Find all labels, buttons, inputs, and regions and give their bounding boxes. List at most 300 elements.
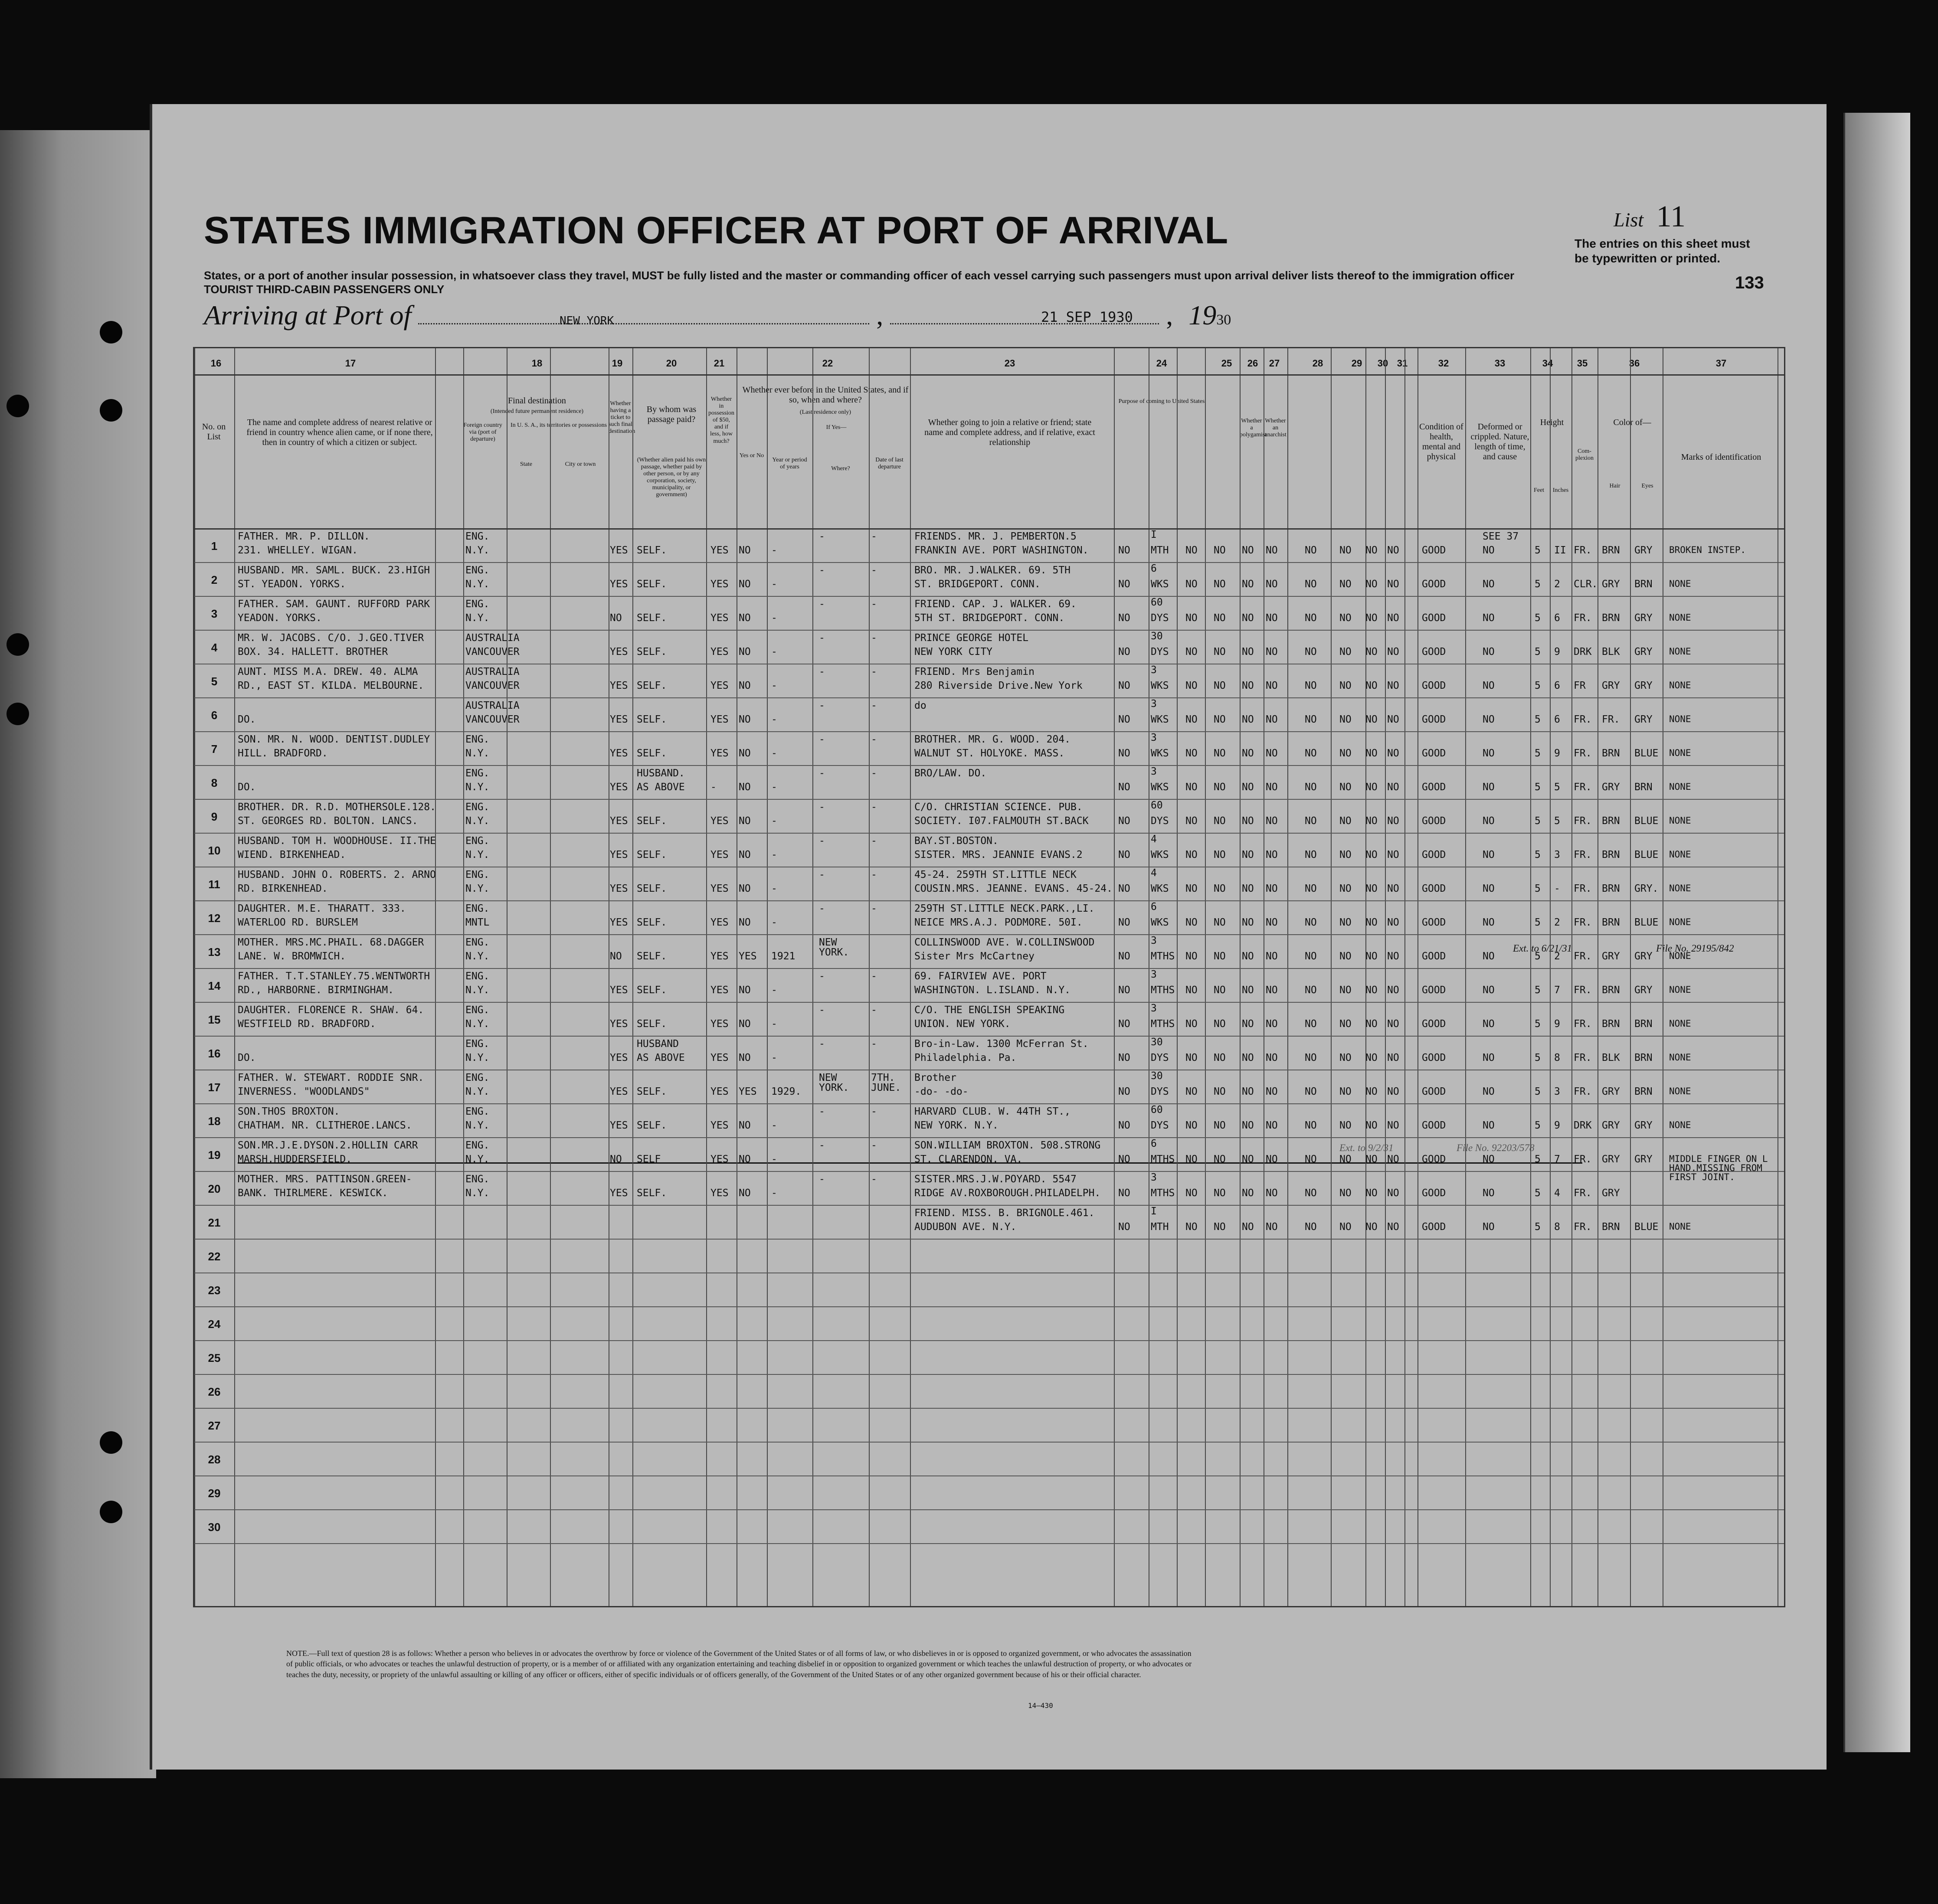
destination-port: VANCOUVER: [465, 680, 520, 691]
deformed-value: NO: [1483, 1018, 1495, 1030]
complexion-value: FR.: [1574, 917, 1592, 928]
where-value: NEW YORK.: [819, 1072, 849, 1093]
destination-port: N.Y.: [465, 1086, 490, 1097]
purpose-value: NO: [1185, 782, 1198, 793]
hair-color: BRN: [1602, 849, 1620, 860]
deformed-note: SEE 37: [1483, 531, 1519, 542]
question-q26-value: NO: [1242, 1052, 1254, 1063]
money-value: YES: [710, 545, 729, 556]
money-value: YES: [710, 883, 729, 894]
col-num-32: 32: [1438, 358, 1449, 369]
joining-line: NEW YORK CITY: [914, 646, 993, 658]
grid-vline: [194, 348, 195, 1606]
header-foreign-country: Foreign country via (port of departure): [463, 422, 502, 443]
question-q28-value: NO: [1305, 1086, 1317, 1097]
question-q25-value: NO: [1214, 1221, 1226, 1233]
height-inches: 9: [1554, 646, 1560, 658]
ticket-value: YES: [610, 782, 628, 793]
row-number: 1: [211, 540, 218, 553]
joining-line: 69. FAIRVIEW AVE. PORT: [914, 971, 1047, 982]
where-value: -: [819, 565, 825, 576]
grid-hline: [194, 934, 1784, 935]
question-q29-value: NO: [1339, 951, 1352, 962]
question-q26-value: NO: [1242, 748, 1254, 759]
header-inches: Inches: [1552, 487, 1569, 494]
complexion-value: FR.: [1574, 1018, 1592, 1030]
hair-color: BRN: [1602, 545, 1620, 556]
passage-paid-value: SELF.: [637, 748, 667, 759]
period-value: 1929.: [771, 1086, 802, 1097]
relative-line: 231. WHELLEY. WIGAN.: [238, 545, 358, 556]
question-q29-value: NO: [1339, 985, 1352, 996]
destination-country: AUSTRALIA: [465, 700, 520, 711]
joining-line: BAY.ST.BOSTON.: [914, 835, 998, 847]
ticket-value: YES: [610, 917, 628, 928]
question-q29-value: NO: [1339, 815, 1352, 827]
passage-paid-value: HUSBAND.: [637, 768, 685, 779]
relative-line: HILL. BRADFORD.: [238, 748, 328, 759]
question-q25-value: NO: [1214, 579, 1226, 590]
eye-color: BRN: [1634, 782, 1653, 793]
ever-before-value: NO: [739, 815, 751, 827]
passage-paid-value: SELF.: [637, 1086, 667, 1097]
row-number: 20: [208, 1182, 221, 1195]
hair-color: GRY: [1602, 680, 1620, 691]
height-inches: 5: [1554, 782, 1560, 793]
grid-hline: [194, 1306, 1784, 1307]
question-q27-value: NO: [1266, 748, 1278, 759]
question-q30-value: NO: [1365, 714, 1378, 725]
grid-vline: [910, 348, 911, 1606]
question-q26-value: NO: [1242, 1086, 1254, 1097]
ticket-value: YES: [610, 883, 628, 894]
eye-color: GRY.: [1634, 883, 1659, 894]
question-q28-value: NO: [1305, 612, 1317, 624]
purpose-value: NO: [1118, 849, 1130, 860]
stay-length-value: 3: [1151, 935, 1157, 946]
ever-before-value: NO: [739, 646, 751, 658]
complexion-value: FR.: [1574, 748, 1592, 759]
relative-line: HUSBAND. MR. SAML. BUCK. 23.HIGH: [238, 565, 430, 576]
joining-line: FRIENDS. MR. J. PEMBERTON.5: [914, 531, 1077, 542]
period-value: -: [771, 1052, 777, 1063]
grid-vline: [812, 348, 813, 1606]
question-q30-value: NO: [1365, 815, 1378, 827]
period-value: -: [771, 1188, 777, 1199]
col-num-33: 33: [1494, 358, 1506, 369]
height-feet: 5: [1535, 985, 1541, 996]
question-q28-value: NO: [1305, 1120, 1317, 1131]
relative-line: RD., HARBORNE. BIRMINGHAM.: [238, 985, 394, 996]
health-value: GOOD: [1422, 1120, 1446, 1131]
purpose-value: NO: [1185, 1120, 1198, 1131]
identification-marks: NONE: [1669, 1221, 1691, 1232]
deformed-value: NO: [1483, 680, 1495, 691]
period-value: -: [771, 714, 777, 725]
question-q31-value: NO: [1387, 646, 1399, 658]
stay-length-unit: MTH: [1151, 545, 1169, 556]
joining-line: BROTHER. MR. G. WOOD. 204.: [914, 734, 1071, 745]
question-q27-value: NO: [1266, 883, 1278, 894]
question-q30-value: NO: [1365, 579, 1378, 590]
joining-line: 5TH ST. BRIDGEPORT. CONN.: [914, 612, 1065, 624]
destination-country: ENG.: [465, 734, 490, 745]
question-q25-value: NO: [1214, 917, 1226, 928]
height-inches: 2: [1554, 579, 1560, 590]
destination-port: N.Y.: [465, 815, 490, 827]
header-nearest-relative: The name and complete address of nearest relative or friend in country whence alien came, or if none there, then in country of which a citizen or subject.: [246, 418, 433, 447]
relative-line: BOX. 34. HALLETT. BROTHER: [238, 646, 388, 658]
deformed-value: NO: [1483, 849, 1495, 860]
height-feet: 5: [1535, 1086, 1541, 1097]
last-departure-value: -: [871, 1106, 877, 1117]
last-departure-value: -: [871, 768, 877, 779]
identification-marks: NONE: [1669, 612, 1691, 623]
question-q30-value: NO: [1365, 1018, 1378, 1030]
purpose-value: NO: [1118, 917, 1130, 928]
header-anarchist: Whether an anarchist: [1264, 418, 1287, 438]
ticket-value: YES: [610, 579, 628, 590]
destination-country: ENG.: [465, 802, 490, 813]
ticket-value: YES: [610, 646, 628, 658]
col-num-35: 35: [1577, 358, 1588, 369]
deformed-value: NO: [1483, 748, 1495, 759]
deformed-value: NO: [1483, 1120, 1495, 1131]
destination-country: ENG.: [465, 1174, 490, 1185]
header-yes-no: Yes or No: [739, 452, 764, 459]
question-q31-value: NO: [1387, 680, 1399, 691]
identification-marks: NONE: [1669, 1018, 1691, 1029]
ticket-value: YES: [610, 748, 628, 759]
row-number: 15: [208, 1013, 221, 1026]
header-state: State: [520, 461, 532, 468]
health-value: GOOD: [1422, 1086, 1446, 1097]
deformed-value: NO: [1483, 579, 1495, 590]
question-q30-value: NO: [1365, 680, 1378, 691]
height-feet: 5: [1535, 612, 1541, 624]
binder-hole: [7, 633, 29, 656]
destination-country: ENG.: [465, 937, 490, 948]
identification-marks: BROKEN INSTEP.: [1669, 545, 1746, 555]
destination-country: ENG.: [465, 768, 490, 779]
binder-hole: [100, 1431, 122, 1454]
complexion-value: FR.: [1574, 714, 1592, 725]
hair-color: BLK: [1602, 646, 1620, 658]
col-num-28: 28: [1312, 358, 1323, 369]
stay-length-unit: WKS: [1151, 782, 1169, 793]
ever-before-value: NO: [739, 748, 751, 759]
hair-color: BRN: [1602, 1221, 1620, 1233]
money-value: YES: [710, 612, 729, 624]
question-q26-value: NO: [1242, 815, 1254, 827]
grid-hline: [194, 1442, 1784, 1443]
question-q29-value: NO: [1339, 748, 1352, 759]
stay-length-unit: DYS: [1151, 1052, 1169, 1063]
hair-color: GRY: [1602, 579, 1620, 590]
joining-line: HARVARD CLUB. W. 44TH ST.,: [914, 1106, 1071, 1117]
ticket-value: YES: [610, 1086, 628, 1097]
health-value: GOOD: [1422, 1052, 1446, 1063]
question-q31-value: NO: [1387, 579, 1399, 590]
question-q27-value: NO: [1266, 1018, 1278, 1030]
col-num-19: 19: [612, 358, 623, 369]
destination-port: N.Y.: [465, 1188, 490, 1199]
period-value: -: [771, 579, 777, 590]
col-num-20: 20: [666, 358, 677, 369]
ever-before-value: NO: [739, 849, 751, 860]
relative-line: ST. GEORGES RD. BOLTON. LANCS.: [238, 815, 418, 827]
purpose-value: NO: [1185, 579, 1198, 590]
col-num-29: 29: [1351, 358, 1362, 369]
file-number-note: File No. 92203/578: [1457, 1142, 1535, 1153]
height-feet: 5: [1535, 545, 1541, 556]
question-q25-value: NO: [1214, 985, 1226, 996]
joining-line: ST. BRIDGEPORT. CONN.: [914, 579, 1041, 590]
question-q27-value: NO: [1266, 579, 1278, 590]
relative-line: WESTFIELD RD. BRADFORD.: [238, 1018, 376, 1030]
stay-length-unit: DYS: [1151, 1086, 1169, 1097]
passage-paid-value: SELF.: [637, 917, 667, 928]
stay-length-value: I: [1151, 529, 1157, 540]
purpose-value: NO: [1185, 1154, 1198, 1165]
purpose-value: NO: [1185, 1052, 1198, 1063]
question-q30-value: NO: [1365, 1221, 1378, 1233]
joining-line: BRO/LAW. DO.: [914, 768, 987, 779]
money-value: YES: [710, 1086, 729, 1097]
question-q26-value: NO: [1242, 612, 1254, 624]
hair-color: GRY: [1602, 1086, 1620, 1097]
stay-length-unit: WKS: [1151, 917, 1169, 928]
passage-paid-value: SELF.: [637, 1120, 667, 1131]
row-number: 24: [208, 1318, 221, 1331]
question-q30-value: NO: [1365, 849, 1378, 860]
complexion-value: FR.: [1574, 782, 1592, 793]
health-value: GOOD: [1422, 917, 1446, 928]
question-q25-value: NO: [1214, 545, 1226, 556]
purpose-value: NO: [1118, 748, 1130, 759]
question-q31-value: NO: [1387, 1018, 1399, 1030]
eye-color: GRY: [1634, 680, 1653, 691]
hair-color: FR.: [1602, 714, 1620, 725]
joining-line: FRIEND. Mrs Benjamin: [914, 666, 1034, 677]
where-value: NEW YORK.: [819, 937, 849, 958]
grid-hline: [194, 1374, 1784, 1375]
height-feet: 5: [1535, 917, 1541, 928]
relative-line: RD., EAST ST. KILDA. MELBOURNE.: [238, 680, 424, 691]
hair-color: BRN: [1602, 815, 1620, 827]
relative-line: SON.THOS BROXTON.: [238, 1106, 340, 1117]
grid-vline: [706, 348, 707, 1606]
complexion-value: FR.: [1574, 1154, 1592, 1165]
last-departure-value: 7TH. JUNE.: [871, 1072, 901, 1093]
destination-port: N.Y.: [465, 545, 490, 556]
last-departure-value: -: [871, 903, 877, 914]
deformed-value: NO: [1483, 1154, 1495, 1165]
grid-hline: [194, 900, 1784, 901]
purpose-value: NO: [1118, 545, 1130, 556]
money-value: YES: [710, 951, 729, 962]
passage-paid-value: SELF: [637, 1154, 661, 1165]
destination-country: ENG.: [465, 971, 490, 982]
header-feet: Feet: [1533, 487, 1545, 494]
question-q31-value: NO: [1387, 1154, 1399, 1165]
complexion-value: FR.: [1574, 985, 1592, 996]
grid-vline: [767, 348, 768, 1606]
ever-before-value: NO: [739, 917, 751, 928]
header-passage-paid: By whom was passage paid?: [646, 405, 697, 424]
row-number: 16: [208, 1047, 221, 1060]
hair-color: GRY: [1602, 951, 1620, 962]
question-q29-value: NO: [1339, 714, 1352, 725]
grid-hline: [194, 1171, 1784, 1172]
col-num-25: 25: [1221, 358, 1232, 369]
identification-marks: NONE: [1669, 849, 1691, 860]
height-inches: 9: [1554, 1018, 1560, 1030]
col-num-21: 21: [714, 358, 725, 369]
relative-line: ST. YEADON. YORKS.: [238, 579, 346, 590]
grid-vline: [1630, 348, 1631, 1606]
question-q26-value: NO: [1242, 646, 1254, 658]
destination-port: VANCOUVER: [465, 714, 520, 725]
joining-line: do: [914, 700, 926, 711]
stay-length-value: 3: [1151, 969, 1157, 980]
money-value: YES: [710, 714, 729, 725]
question-q26-value: NO: [1242, 545, 1254, 556]
stay-length-value: 4: [1151, 867, 1157, 879]
header-if-yes: If Yes—: [826, 424, 847, 431]
grid-hline: [194, 1475, 1784, 1476]
extension-note: Ext. to 9/2/31: [1339, 1142, 1394, 1153]
stay-length-value: 3: [1151, 766, 1157, 777]
hair-color: GRY: [1602, 1188, 1620, 1199]
row-number: 5: [211, 675, 218, 688]
period-value: 1921: [771, 951, 795, 962]
purpose-value: NO: [1118, 1221, 1130, 1233]
list-label-text: List: [1614, 209, 1644, 231]
question-q29-value: NO: [1339, 883, 1352, 894]
joining-line: SISTER.MRS.J.W.POYARD. 5547: [914, 1174, 1077, 1185]
ever-before-value: NO: [739, 782, 751, 793]
height-feet: 5: [1535, 1052, 1541, 1063]
passage-paid-value: AS ABOVE: [637, 1052, 685, 1063]
col-num-34: 34: [1542, 358, 1553, 369]
height-feet: 5: [1535, 815, 1541, 827]
purpose-value: NO: [1185, 680, 1198, 691]
ticket-value: YES: [610, 1018, 628, 1030]
port-blank: [418, 319, 869, 324]
question-q31-value: NO: [1387, 748, 1399, 759]
question-q26-value: NO: [1242, 951, 1254, 962]
relative-line: MR. W. JACOBS. C/O. J.GEO.TIVER: [238, 632, 424, 644]
hair-color: BLK: [1602, 1052, 1620, 1063]
passage-paid-value: SELF.: [637, 646, 667, 658]
money-value: YES: [710, 985, 729, 996]
row-number: 29: [208, 1487, 221, 1500]
stay-length-value: 3: [1151, 732, 1157, 743]
hair-color: BRN: [1602, 612, 1620, 624]
header-polygamist: Whether a polygamist: [1240, 418, 1267, 438]
height-inches: 3: [1554, 1086, 1560, 1097]
period-value: -: [771, 883, 777, 894]
purpose-value: NO: [1118, 1188, 1130, 1199]
last-departure-value: -: [871, 1174, 877, 1185]
list-label: [1614, 200, 1686, 234]
grid-vline: [1287, 348, 1288, 1606]
period-value: -: [771, 680, 777, 691]
question-q29-value: NO: [1339, 612, 1352, 624]
ever-before-value: NO: [739, 680, 751, 691]
question-q28-value: NO: [1305, 951, 1317, 962]
question-q30-value: NO: [1365, 1052, 1378, 1063]
joining-line: SON.WILLIAM BROXTON. 508.STRONG: [914, 1140, 1101, 1151]
health-value: GOOD: [1422, 782, 1446, 793]
height-inches: 2: [1554, 951, 1560, 962]
grid-hline: [194, 1340, 1784, 1341]
question-q28-value: NO: [1305, 579, 1317, 590]
stay-length-value: 6: [1151, 1138, 1157, 1149]
question-q31-value: NO: [1387, 1188, 1399, 1199]
relative-line: DO.: [238, 782, 256, 793]
deformed-value: NO: [1483, 545, 1495, 556]
eye-color: GRY: [1634, 646, 1653, 658]
extension-note: Ext. to 6/21/31: [1513, 943, 1572, 954]
question-q31-value: NO: [1387, 815, 1399, 827]
last-departure-value: -: [871, 1038, 877, 1050]
eye-color: BLUE: [1634, 849, 1659, 860]
grid-vline: [1114, 348, 1115, 1606]
relative-line: DO.: [238, 1052, 256, 1063]
col-num-31: 31: [1397, 358, 1408, 369]
identification-marks: NONE: [1669, 579, 1691, 589]
purpose-value: NO: [1185, 1221, 1198, 1233]
question-q28-value: NO: [1305, 985, 1317, 996]
last-departure-value: -: [871, 700, 877, 711]
row-number: 27: [208, 1419, 221, 1432]
passage-paid-value: SELF.: [637, 545, 667, 556]
passage-paid-value: SELF.: [637, 714, 667, 725]
complexion-value: FR.: [1574, 545, 1592, 556]
joining-line: UNION. NEW YORK.: [914, 1018, 1011, 1030]
health-value: GOOD: [1422, 1188, 1446, 1199]
destination-country: ENG.: [465, 1004, 490, 1016]
destination-country: ENG.: [465, 903, 490, 914]
hair-color: BRN: [1602, 917, 1620, 928]
header-eyes: Eyes: [1641, 483, 1653, 489]
question-q29-value: NO: [1339, 680, 1352, 691]
money-value: YES: [710, 579, 729, 590]
purpose-value: NO: [1118, 1018, 1130, 1030]
destination-port: VANCOUVER: [465, 646, 520, 658]
question-q25-value: NO: [1214, 646, 1226, 658]
ticket-value: YES: [610, 545, 628, 556]
joining-line: SOCIETY. I07.FALMOUTH ST.BACK: [914, 815, 1089, 827]
header-city-town: City or town: [565, 461, 596, 468]
destination-port: N.Y.: [465, 782, 490, 793]
question-q25-value: NO: [1214, 1052, 1226, 1063]
grid-hline: [194, 697, 1784, 698]
question-q25-value: NO: [1214, 680, 1226, 691]
question-q31-value: NO: [1387, 1086, 1399, 1097]
question-q31-value: NO: [1387, 545, 1399, 556]
height-inches: 8: [1554, 1221, 1560, 1233]
purpose-value: NO: [1185, 883, 1198, 894]
destination-port: N.Y.: [465, 579, 490, 590]
col-num-36: 36: [1629, 358, 1640, 369]
hair-color: BRN: [1602, 985, 1620, 996]
grid-hline: [194, 630, 1784, 631]
relative-line: FATHER. MR. P. DILLON.: [238, 531, 370, 542]
grid-vline: [869, 348, 870, 1606]
